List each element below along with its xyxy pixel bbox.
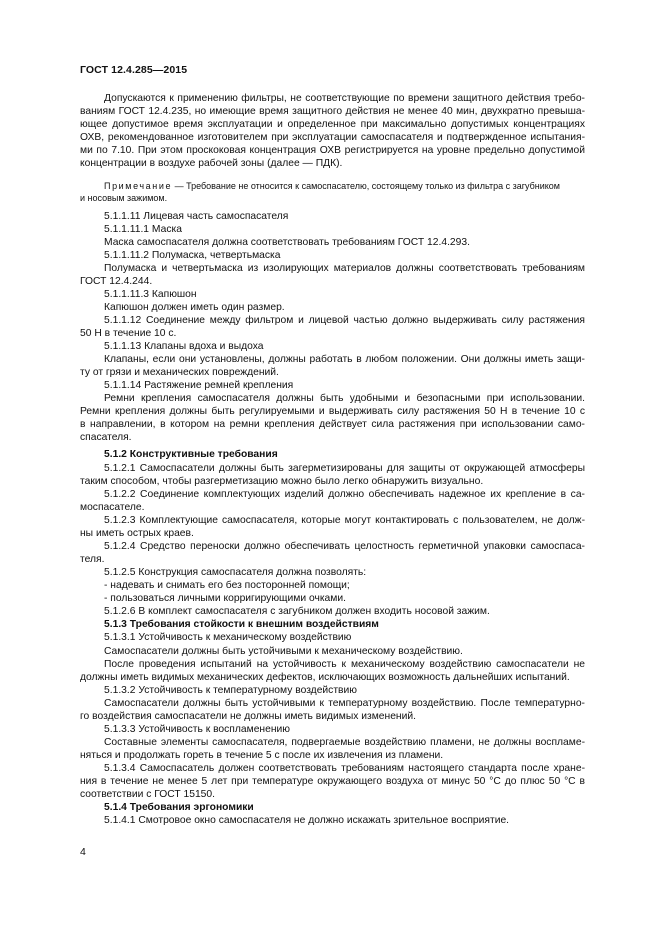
paragraph-line: ющее допустимое время эксплуатации и определенное при максимально допустимых концентрациях xyxy=(80,119,585,130)
paragraph-line: ту от грязи и механических повреждений. xyxy=(80,367,279,378)
paragraph-line: 5.1.1.12 Соединение между фильтром и лицевой частью должно выдерживать силу растяжения xyxy=(104,315,585,326)
paragraph-line: Самоспасатели должны быть устойчивыми к механическому воздействию. xyxy=(104,646,463,657)
note-label: Примечание xyxy=(104,181,173,191)
list-item: - пользоваться личными корригирующими очками. xyxy=(104,593,346,604)
section-heading: 5.1.1.11 Лицевая часть самоспасателя xyxy=(104,211,289,222)
paragraph-line: спасателя. xyxy=(80,432,132,443)
paragraph-line: Составные элементы самоспасателя, подвергаемые воздействию пламени, не должны воспламе- xyxy=(104,737,585,748)
section-heading: 5.1.3.3 Устойчивость к воспламенению xyxy=(104,724,291,735)
paragraph-line: 5.1.3.4 Самоспасатель должен соответствовать требованиям настоящего стандарта после хране- xyxy=(104,763,585,774)
section-heading-bold: 5.1.3 Требования стойкости к внешним воздействиям xyxy=(104,619,379,630)
paragraph-line: ваниям ГОСТ 12.4.235, но имеющие время защитного действия не менее 40 мин, двухкратно превыша- xyxy=(80,106,585,117)
paragraph-line: Ремни крепления самоспасателя должны быть удобными и безопасными при использовании. xyxy=(104,393,585,404)
paragraph-line: Допускаются к применению фильтры, не соответствующие по времени защитного действия требо- xyxy=(104,93,585,104)
paragraph-line: моспасателе. xyxy=(80,502,145,513)
paragraph-line: теля. xyxy=(80,554,105,565)
paragraph-line: в направлении, в котором на ремни крепления действует сила растяжения при использовании само- xyxy=(80,419,585,430)
section-heading-bold: 5.1.2 Конструктивные требования xyxy=(104,449,278,460)
section-heading: 5.1.1.11.1 Маска xyxy=(104,224,182,235)
paragraph-line: Капюшон должен иметь один размер. xyxy=(104,302,285,313)
paragraph-line: Маска самоспасателя должна соответствовать требованиям ГОСТ 12.4.293. xyxy=(104,237,470,248)
section-heading: 5.1.1.13 Клапаны вдоха и выдоха xyxy=(104,341,264,352)
paragraph-line: соответствии с ГОСТ 15150. xyxy=(80,789,216,800)
paragraph-line: концентрации в воздухе рабочей зоны (далее — ПДК). xyxy=(80,158,343,169)
paragraph-line: 5.1.2.3 Комплектующие самоспасателя, которые могут контактировать с пользователем, не долж- xyxy=(104,515,585,526)
paragraph-line: 5.1.2.1 Самоспасатели должны быть загерметизированы для защиты от окружающей атмосферы xyxy=(104,463,585,474)
note-text: — Требование не относится к самоспасателю, состоящему только из фильтра с загубником xyxy=(172,181,560,191)
paragraph-line: го воздействия самоспасатели не должны иметь видимых изменений. xyxy=(80,711,416,722)
document-header: ГОСТ 12.4.285—2015 xyxy=(80,64,188,76)
list-item: - надевать и снимать его без посторонней помощи; xyxy=(104,580,350,591)
paragraph-line: Полумаска и четвертьмаска из изолирующих материалов должны соответствовать требованиям xyxy=(104,263,585,274)
paragraph-line: 5.1.4.1 Смотровое окно самоспасателя не должно искажать зрительное восприятие. xyxy=(104,815,510,826)
paragraph-line: Самоспасатели должны быть устойчивыми к температурному воздействию. После температурно- xyxy=(104,698,585,709)
paragraph-line: Ремни крепления должны быть регулируемыми и выдерживать силу растяжения 50 Н в течение 10 с xyxy=(80,406,585,417)
paragraph-line: ОХВ, рекомендованное изготовителем при эксплуатации самоспасателя и подтвержденное испытания- xyxy=(80,132,585,143)
paragraph-line: няться и продолжать гореть в течение 5 с после их извлечения из пламени. xyxy=(80,750,444,761)
page-number: 4 xyxy=(80,846,86,858)
paragraph-line: ми по 7.10. При этом проскоковая концентрация ОХВ регистрируется на уровне предельно допустимой xyxy=(80,145,585,156)
section-heading: 5.1.3.1 Устойчивость к механическому воздействию xyxy=(104,632,352,643)
paragraph-line: ны иметь острых краев. xyxy=(80,528,194,539)
paragraph-line: ния в течение не менее 5 лет при температуре окружающего воздуха от минус 50 °С до плюс 50 °С в xyxy=(80,776,585,787)
section-heading-bold: 5.1.4 Требования эргономики xyxy=(104,802,254,813)
paragraph-line: Клапаны, если они установлены, должны работать в любом положении. Они должны иметь защи- xyxy=(104,354,585,365)
paragraph-line: должны иметь видимых механических дефектов, исключающих возможность дальнейших испытаний. xyxy=(80,672,570,683)
section-heading: 5.1.3.2 Устойчивость к температурному воздействию xyxy=(104,685,357,696)
paragraph-line: 5.1.2.6 В комплект самоспасателя с загубником должен входить носовой зажим. xyxy=(104,606,490,617)
paragraph-line: ГОСТ 12.4.244. xyxy=(80,276,153,287)
section-heading: 5.1.1.14 Растяжение ремней крепления xyxy=(104,380,294,391)
section-heading: 5.1.1.11.2 Полумаска, четвертьмаска xyxy=(104,250,281,261)
paragraph-line: 5.1.2.2 Соединение комплектующих изделий должно обеспечивать надежное их крепление в са- xyxy=(104,489,585,500)
section-heading: 5.1.1.11.3 Капюшон xyxy=(104,289,197,300)
paragraph-line: После проведения испытаний на устойчивость к механическому воздействию самоспасатели не xyxy=(104,659,585,670)
paragraph-line: таким способом, чтобы разгерметизацию можно было легко обнаружить визуально. xyxy=(80,476,484,487)
note-line: и носовым зажимом. xyxy=(80,193,168,203)
paragraph-line: 5.1.2.5 Конструкция самоспасателя должна позволять: xyxy=(104,567,367,578)
paragraph-line: 5.1.2.4 Средство переноски должно обеспечивать целостность герметичной упаковки самоспаса- xyxy=(104,541,585,552)
paragraph-line: 50 Н в течение 10 с. xyxy=(80,328,177,339)
